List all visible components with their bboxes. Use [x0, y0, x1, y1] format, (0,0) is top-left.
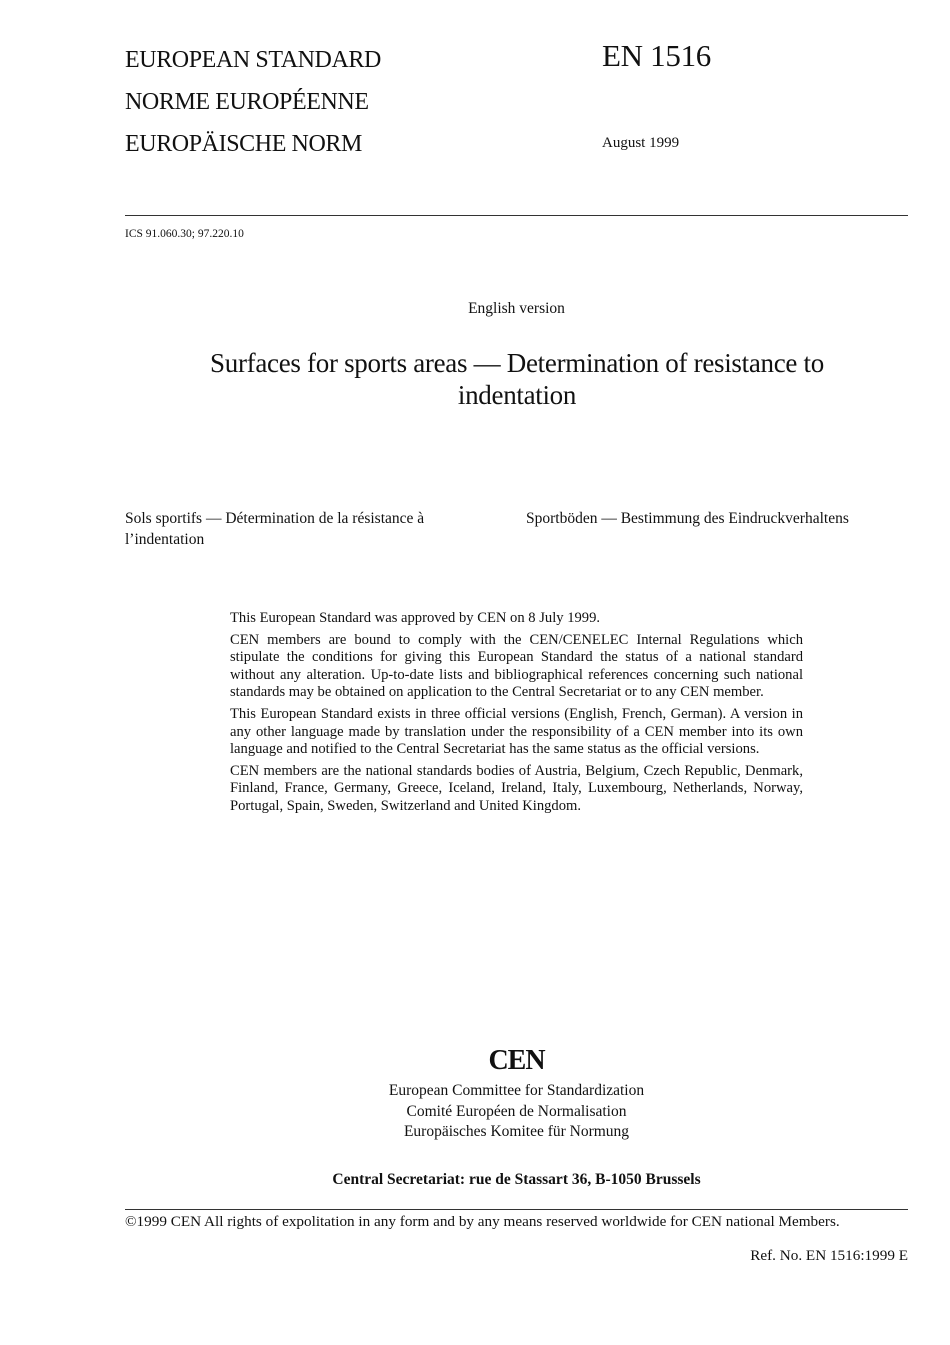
title-french: Sols sportifs — Détermination de la résistance à l’indentation	[125, 510, 425, 548]
organization-name-german: Europäisches Komitee für Normung	[403, 1123, 630, 1140]
top-divider	[125, 215, 908, 216]
organization-name-french: Comité Européen de Normalisation	[406, 1102, 627, 1120]
organization-name-english: European Committee for Standardization	[388, 1082, 645, 1099]
secretariat-address: Central Secretariat: rue de Stassart 36, B-1050 Brussels	[332, 1171, 701, 1188]
approval-paragraph: This European Standard exists in three official versions (English, French, German). A version in any other language made by translation under the responsibility of a CEN member into its own language and notified to the Central Secretariat has the same status as the official versions.	[230, 705, 803, 758]
reference-number: Ref. No. EN 1516:1999 E	[750, 1247, 908, 1264]
publication-date: August 1999	[602, 135, 680, 151]
copyright-notice: ©1999 CEN All rights of expolitation in any form and by any means reserved worldwide for CEN national Members.	[125, 1213, 840, 1230]
standard-label-english: EUROPEAN STANDARD	[125, 47, 381, 73]
standard-label-french: NORME EUROPÉENNE	[125, 89, 369, 115]
language-version: English version	[468, 300, 565, 317]
ics-codes: ICS 91.060.30; 97.220.10	[125, 228, 244, 240]
approval-paragraph: CEN members are the national standards bodies of Austria, Belgium, Czech Republic, Denmark, Finland, France, Germany, Greece, Iceland, Ireland, Italy, Luxembourg, Netherlands, Norway, Portugal, Spain, Sweden, Switzerland and United Kingdom.	[230, 762, 803, 814]
standard-label-german: EUROPÄISCHE NORM	[125, 131, 362, 157]
cen-logo: CEN	[488, 1045, 545, 1076]
organization-block	[125, 1047, 908, 1143]
approval-paragraph: This European Standard was approved by CEN on 8 July 1999.	[230, 610, 601, 626]
approval-paragraph: CEN members are bound to comply with the CEN/CENELEC Internal Regulations which stipulate the conditions for giving this European Standard the status of a national standard without any alteration. Up-to-date lists and bibliographical references concerning such national standards may be obtained on application to the Central Secretariat or to any CEN member.	[230, 631, 803, 701]
title-german: Sportböden — Bestimmung des Eindruckverhaltens	[526, 510, 849, 527]
approval-text-block	[230, 610, 803, 820]
standard-number: EN 1516	[602, 38, 711, 73]
document-title: Surfaces for sports areas — Determination of resistance to indentation	[210, 348, 824, 410]
bottom-divider	[125, 1209, 908, 1210]
